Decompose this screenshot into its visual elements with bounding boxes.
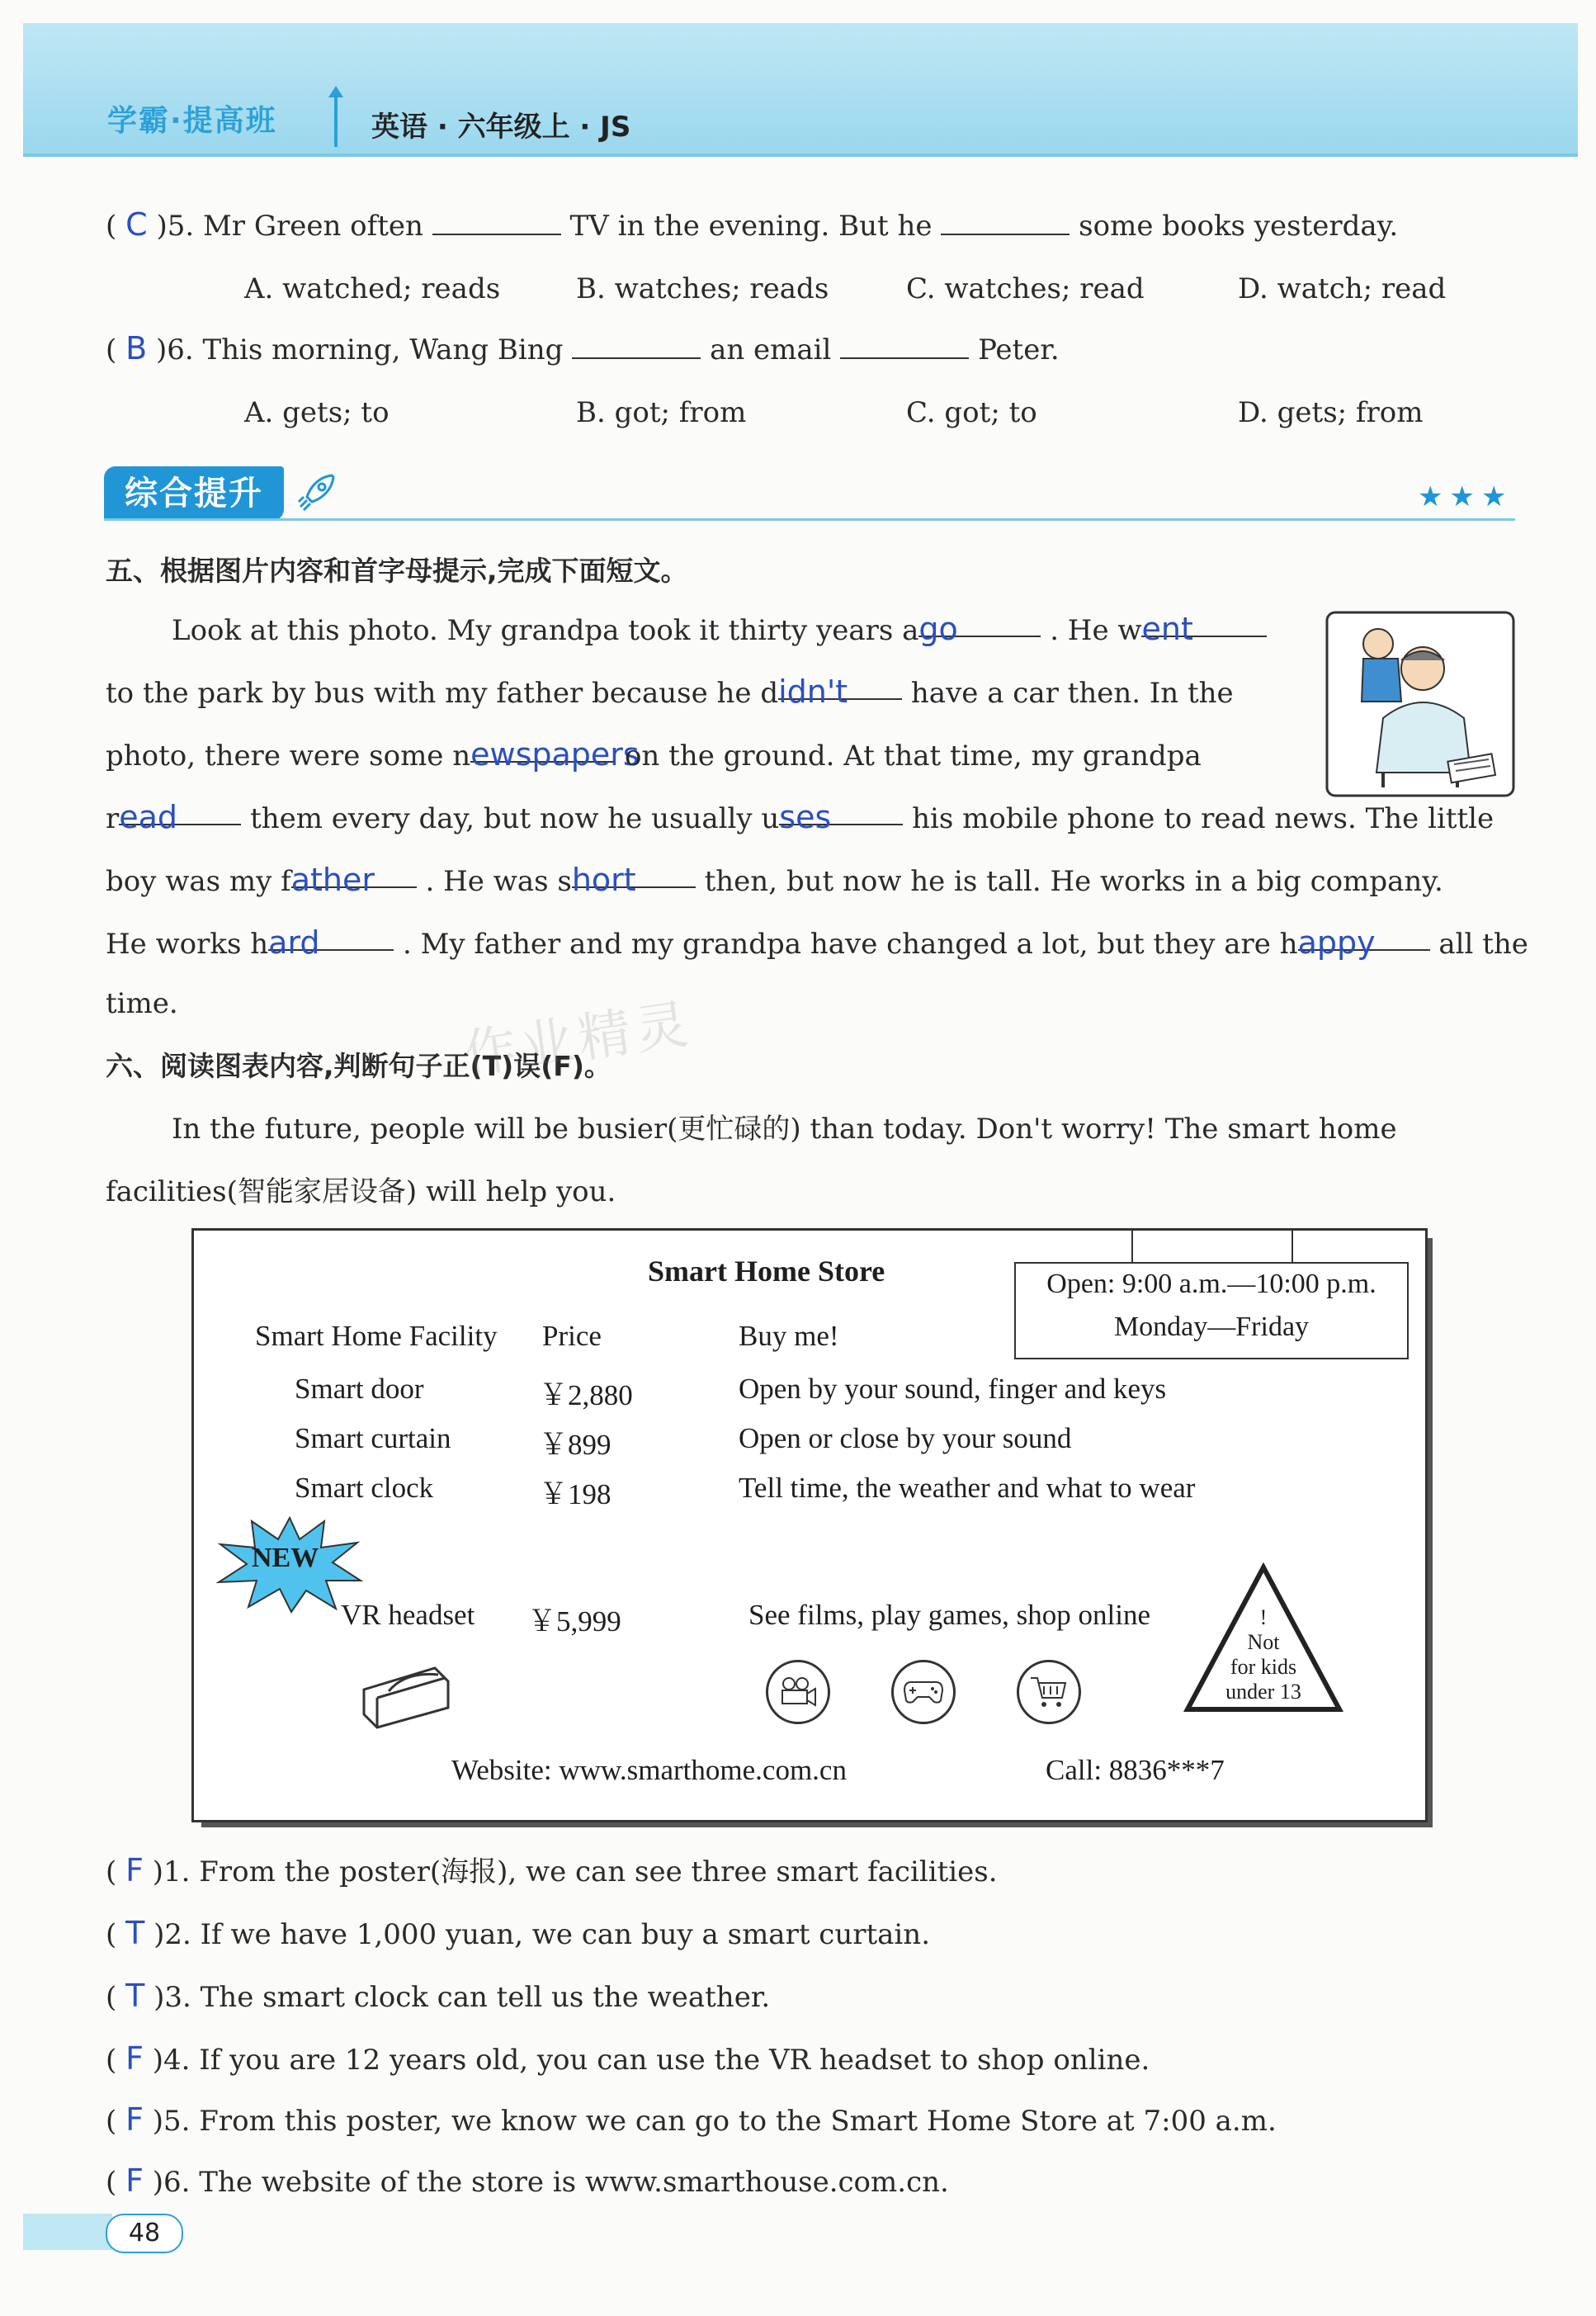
facility-price: ￥2,880 — [539, 1379, 633, 1411]
vr-headset-icon — [356, 1657, 458, 1731]
part6-intro-2: facilities(智能家居设备) will help you. — [106, 1175, 616, 1208]
mc-answer-5: C — [125, 206, 148, 243]
facility-desc: Open by your sound, finger and keys — [739, 1373, 1167, 1405]
mc-5-option-c: C. watches; read — [906, 272, 1145, 305]
tf-answer-4: F — [125, 2040, 144, 2077]
answer-blank — [840, 333, 969, 359]
passage-fill: ather — [291, 862, 417, 888]
tf-question-6: ( F )6. The website of the store is www.smarthouse.com.cn. — [106, 2162, 949, 2199]
passage-line-6: He works hard . My father and my grandpa have changed a lot, but they are happy all the — [106, 924, 1528, 961]
passage-fill: idn't — [778, 674, 902, 700]
difficulty-stars: ★★★ — [1418, 480, 1513, 513]
part6-intro-1: In the future, people will be busier(更忙碌的) than today. Don't worry! The smart home — [172, 1113, 1397, 1146]
mc-5-option-b: B. watches; reads — [576, 272, 829, 305]
facility-name: Smart door — [295, 1373, 424, 1405]
sign-hanger — [1131, 1228, 1133, 1263]
grandpa-photo — [1325, 611, 1515, 797]
header-divider — [23, 154, 1578, 157]
facility-name: Smart clock — [295, 1472, 434, 1504]
new-badge: NEW — [252, 1543, 319, 1573]
facility-price: ￥198 — [539, 1478, 611, 1510]
opening-days: Monday—Friday — [1113, 1312, 1310, 1342]
mc-question-5: ( C )5. Mr Green often TV in the evening. But he some books yesterday. — [106, 206, 1399, 243]
opening-hours-sign — [1014, 1262, 1409, 1359]
passage-fill: ent — [1141, 611, 1267, 637]
tf-answer-6: F — [125, 2162, 144, 2199]
passage-line-3: photo, there were some newspapers on the ground. At that time, my grandpa — [106, 736, 1202, 773]
facility-desc: Tell time, the weather and what to wear — [739, 1472, 1196, 1504]
answer-blank — [572, 333, 701, 359]
passage-fill: hort — [572, 862, 696, 888]
tf-answer-5: F — [125, 2101, 144, 2138]
tf-question-4: ( F )4. If you are 12 years old, you can use the VR headset to shop online. — [106, 2040, 1150, 2077]
smart-home-poster — [191, 1228, 1428, 1822]
passage-fill: go — [918, 611, 1041, 637]
section-badge: 综合提升 — [104, 466, 284, 521]
film-camera-icon — [766, 1660, 830, 1724]
passage-line-2: to the park by bus with my father because he didn't have a car then. In the — [106, 674, 1234, 710]
opening-hours: Open: 9:00 a.m.—10:00 p.m. — [1046, 1269, 1376, 1299]
mc-5-option-a: A. watched; reads — [244, 272, 501, 305]
mc-6-option-a: A. gets; to — [244, 396, 390, 429]
facility-name: Smart curtain — [295, 1422, 451, 1454]
passage-line-4: read them every day, but now he usually uses his mobile phone to read news. The little — [106, 799, 1494, 835]
passage-line-5: boy was my father . He was short then, but now he is tall. He works in a big company. — [106, 862, 1443, 898]
tf-answer-1: F — [125, 1852, 144, 1888]
poster-website: Website: www.smarthome.com.cn — [451, 1754, 847, 1786]
passage-fill: appy — [1298, 924, 1430, 951]
passage-fill: ewspapers — [470, 736, 640, 773]
tf-question-2: ( T )2. If we have 1,000 yuan, we can buy a smart curtain. — [106, 1915, 931, 1951]
brand-logo: 学霸·提高班 — [107, 104, 277, 138]
vr-name: VR headset — [341, 1599, 475, 1631]
warning-text: ! Not for kids under 13 — [1225, 1605, 1301, 1704]
tf-question-3: ( T )3. The smart clock can tell us the weather. — [106, 1978, 771, 2014]
passage-line-7: time. — [106, 987, 178, 1020]
mc-question-6: ( B )6. This morning, Wang Bing an email Peter. — [106, 330, 1060, 366]
vr-desc: See films, play games, shop online — [748, 1599, 1151, 1631]
answer-blank — [941, 209, 1070, 235]
passage-fill: ead — [119, 799, 241, 825]
tf-answer-2: T — [125, 1915, 145, 1951]
tf-question-1: ( F )1. From the poster(海报), we can see three smart facilities. — [106, 1852, 998, 1888]
passage-line-1: Look at this photo. My grandpa took it thirty years ago . He went — [172, 611, 1267, 647]
page-number: 48 — [106, 2214, 183, 2253]
part6-heading: 六、阅读图表内容,判断句子正(T)误(F)。 — [106, 1050, 611, 1082]
watermark: 作业精灵 — [460, 993, 697, 1087]
vr-price: ￥5,999 — [527, 1605, 621, 1638]
poster-title: Smart Home Store — [648, 1255, 885, 1288]
part5-heading: 五、根据图片内容和首字母提示,完成下面短文。 — [106, 555, 688, 587]
mc-6-option-d: D. gets; from — [1238, 396, 1424, 429]
game-controller-icon — [891, 1660, 956, 1724]
rocket-icon — [294, 469, 340, 515]
page-number-bar — [23, 2214, 112, 2250]
section-divider — [104, 518, 1515, 521]
shopping-cart-icon — [1017, 1660, 1081, 1724]
col-buy: Buy me! — [739, 1320, 839, 1352]
brand-arrow — [334, 92, 338, 147]
tf-question-5: ( F )5. From this poster, we know we can go to the Smart Home Store at 7:00 a.m. — [106, 2101, 1277, 2138]
subject-title: 英语 · 六年级上 · JS — [371, 111, 631, 144]
mc-answer-6: B — [125, 330, 148, 366]
mc-5-option-d: D. watch; read — [1238, 272, 1447, 305]
mc-6-option-c: C. got; to — [906, 396, 1037, 429]
facility-desc: Open or close by your sound — [739, 1422, 1072, 1454]
answer-blank — [432, 209, 561, 235]
passage-fill: ard — [268, 924, 394, 951]
poster-call: Call: 8836***7 — [1046, 1754, 1225, 1786]
tf-answer-3: T — [125, 1978, 145, 2014]
facility-price: ￥899 — [539, 1429, 611, 1461]
col-price: Price — [542, 1320, 602, 1352]
mc-6-option-b: B. got; from — [576, 396, 747, 429]
passage-fill: ses — [779, 799, 903, 825]
col-facility: Smart Home Facility — [255, 1320, 498, 1352]
sign-hanger — [1291, 1228, 1293, 1263]
